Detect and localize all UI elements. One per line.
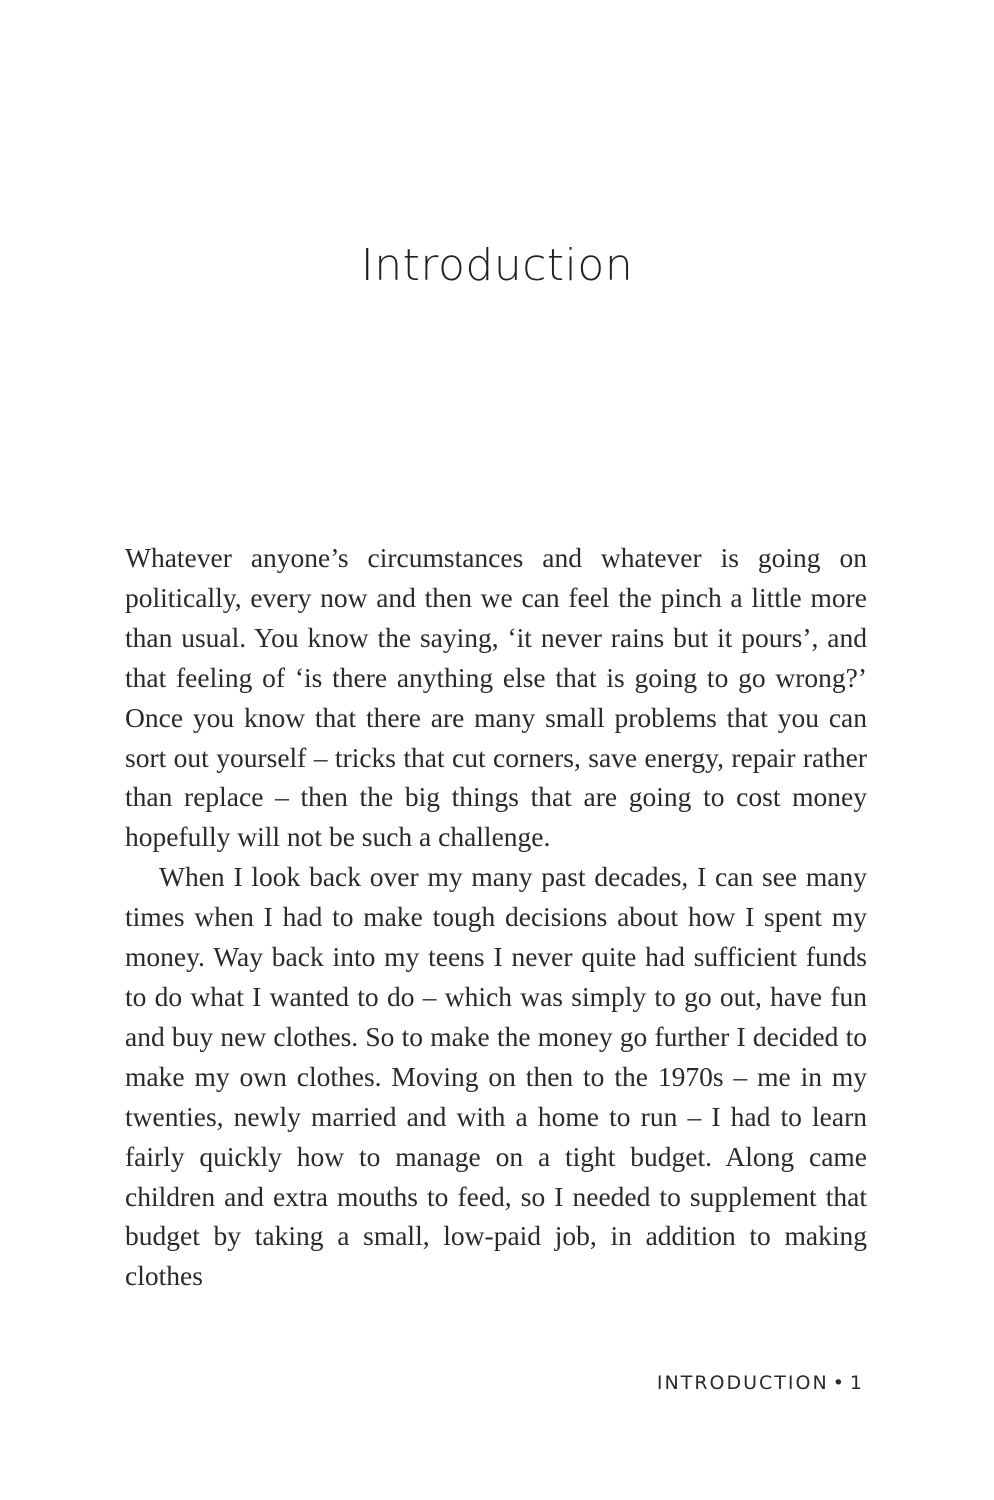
chapter-title: Introduction [360,240,634,291]
body-text [125,538,867,1296]
page-number: 1 [849,1372,864,1394]
running-footer [657,1372,864,1394]
footer-separator: • [832,1372,846,1394]
running-head: INTRODUCTION [656,1372,829,1394]
paragraph-1: Whatever anyone’s circumstances and whatever is going on politically, every now and then we can feel the pinch a little more than usual. You know the saying, ‘it never rains but it pours’, and that feeling of ‘is there anything else that is going to go wrong?’ Once you know that there are many small problems that you can sort out yourself – tricks that cut corners, save energy, repair rather than replace – then the big things that are going to cost money hopefully will not be such a challenge. [125,542,867,853]
paragraph-2: When I look back over my many past decades, I can see many times when I had to make tough decisions about how I spent my money. Way back into my teens I never quite had sufficient funds to do what I wanted to do – which was simply to go out, have fun and buy new clothes. So to make the money go further I decided to make my own clothes. Moving on then to the 1970s – me in my twenties, newly married and with a home to run – I had to learn fairly quickly how to manage on a tight budget. Along came children and extra mouths to feed, so I needed to supplement that budget by taking a small, low-paid job, in addition to making clothes [125,861,867,1292]
